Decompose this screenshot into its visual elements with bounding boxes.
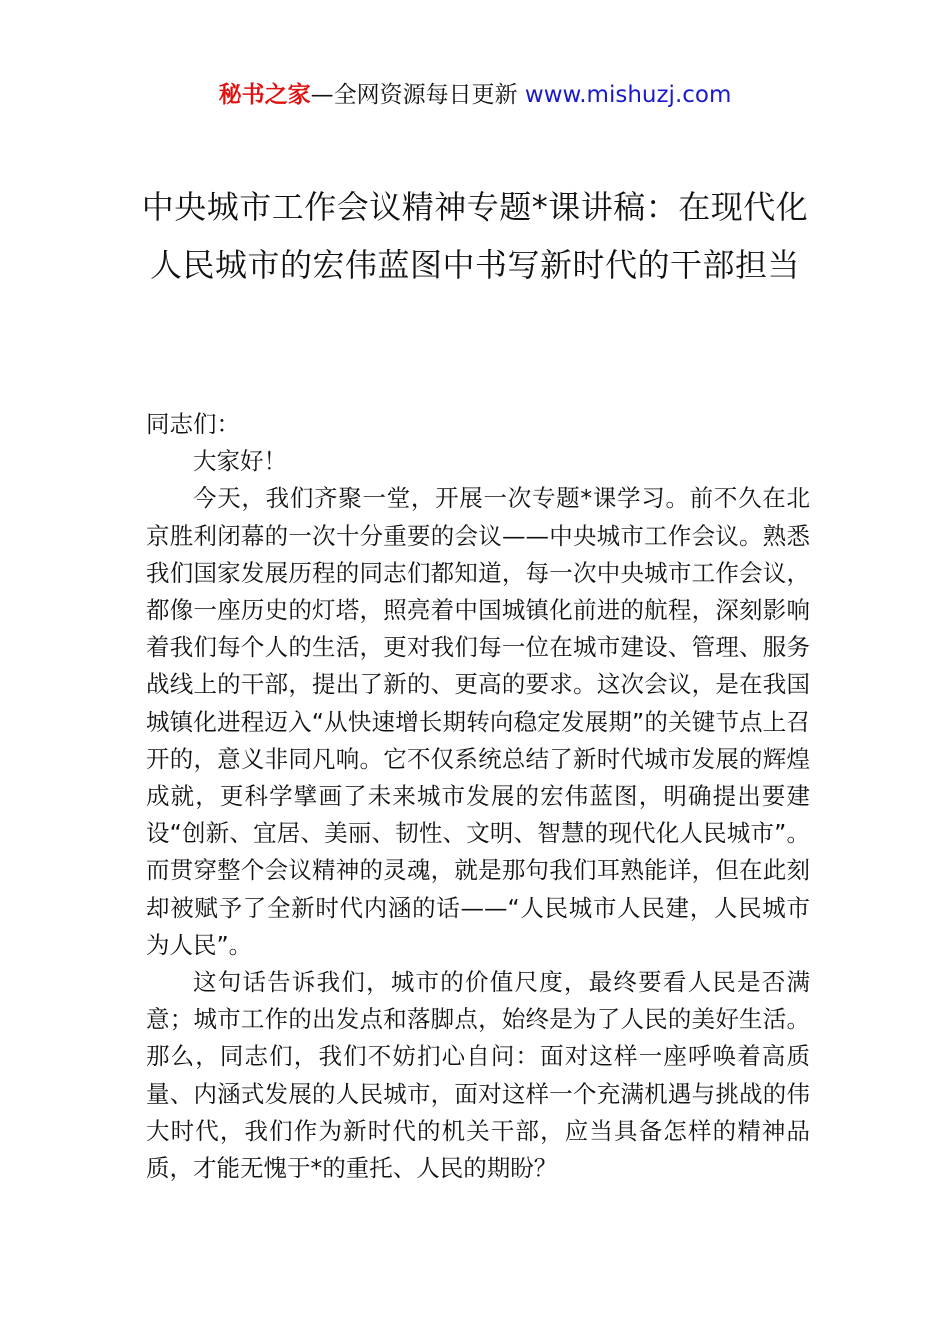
paragraph-greeting: 大家好！ xyxy=(193,447,287,476)
salutation: 同志们： xyxy=(146,410,240,438)
document-title: 中央城市工作会议精神专题*课讲稿：在现代化人民城市的宏伟蓝图中书写新时代的干部担当 xyxy=(141,188,809,284)
paragraph-question: 这句话告诉我们，城市的价值尺度，最终要看人民是否满意；城市工作的出发点和落脚点，始终是为了人民的美好生活。那么，同志们，我们不妨扪心自问：面对这样一座呼唤着高质量、内涵式发展的人民城市，面对这样一个充满机遇与挑战的伟大时代，我们作为新时代的机关干部，应当具备怎样的精神品质，才能无愧于*的重托、人民的期盼？ xyxy=(146,968,810,1183)
site-url: www.mishuzj.com xyxy=(524,82,732,108)
site-brand: 秘书之家 xyxy=(218,82,311,108)
document-body xyxy=(146,406,810,1187)
site-header xyxy=(0,78,950,112)
paragraph-intro: 今天，我们齐聚一堂，开展一次专题*课学习。前不久在北京胜利闭幕的一次十分重要的会议——中央城市工作会议。熟悉我们国家发展历程的同志们都知道，每一次中央城市工作会议，都像一座历史的灯塔，照亮着中国城镇化前进的航程，深刻影响着我们每个人的生活，更对我们每一位在城市建设、管理、服务战线上的干部，提出了新的、更高的要求。这次会议，是在我国城镇化进程迈入“从快速增长期转向稳定发展期”的关键节点上召开的，意义非同凡响。它不仅系统总结了新时代城市发展的辉煌成就，更科学擘画了未来城市发展的宏伟蓝图，明确提出要建设“创新、宜居、美丽、韧性、文明、智慧的现代化人民城市”。而贯穿整个会议精神的灵魂，就是那句我们耳熟能详，但在此刻却被赋予了全新时代内涵的话——“人民城市人民建，人民城市为人民”。 xyxy=(146,484,810,959)
site-tagline: —全网资源每日更新 xyxy=(310,82,525,108)
